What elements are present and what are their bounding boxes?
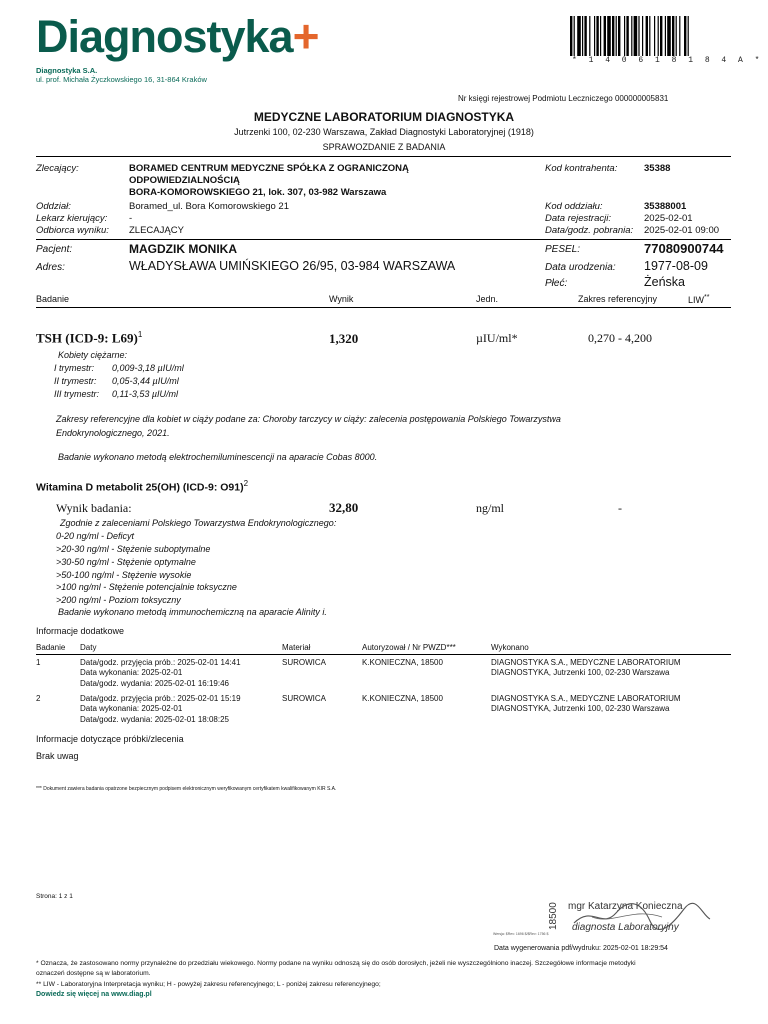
lab-title: MEDYCZNE LABORATORIUM DIAGNOSTYKA [253,110,515,124]
tsh-unit: µIU/ml* [476,331,518,345]
table-row-wykonano2: DIAGNOSTYKA, Jutrzenki 100, 02-230 Warszawa [491,668,670,677]
tsh-range: 0,270 - 4,200 [588,331,652,345]
signature-number: 18500 [548,902,559,930]
tsh-trimester2-label: II trymestr: [54,376,97,386]
data-pobrania-label: Data/godz. pobrania: [545,225,634,236]
zlecajacy-line3: BORA-KOMOROWSKIEGO 21, lok. 307, 03-982 Warszawa [129,187,387,198]
vitd-line: >100 ng/ml - Stężenie potencjalnie toksyczne [56,582,237,592]
divider [36,654,731,655]
footer-note1-cont: oznaczeń dostępne są w laboratorium. [36,970,151,977]
generated-date: Data wygenerowania pdf/wydruku: 2025-02-01 18:29:54 [494,945,668,952]
patient-address: WŁADYSŁAWA UMIŃSKIEGO 26/95, 03-984 WARSZAWA [129,259,456,273]
lab-address: Jutrzenki 100, 02-230 Warszawa, Zakład Diagnostyki Laboratoryjnej (1918) [234,127,534,137]
signature-title: diagnosta Laboratoryjny [572,922,679,933]
table-row-nr: 2 [36,694,41,703]
table-row-wykonano1: DIAGNOSTYKA S.A., MEDYCZNE LABORATORIUM [491,658,681,667]
vitd-name: Witamina D metabolit 25(OH) (ICD-9: O91)$^2$ [36,479,249,494]
lekarz: - [129,213,133,224]
vitd-line: >200 ng/ml - Poziom toksyczny [56,595,181,605]
additional-heading: Informacje dodatkowe [36,626,125,636]
tsh-method: Badanie wykonano metodą elektrochemiluminescencji na aparacie Cobas 8000. [58,452,378,462]
company-address: ul. prof. Michała Życzkowskiego 16, 31-864 Kraków [36,75,207,84]
tsh-result: 1,320 [329,331,359,346]
oddzial-label: Oddział: [36,201,71,212]
barcode [570,16,730,56]
company-name: Diagnostyka S.A. [36,66,98,75]
patient-name: MAGDZIK MONIKA [129,242,237,256]
tsh-name: TSH (ICD-9: L69)$^1$ [36,330,143,346]
table-row-wykonano2: DIAGNOSTYKA, Jutrzenki 100, 02-230 Warszawa [491,704,670,713]
data-rejestracji-label: Data rejestracji: [545,213,611,224]
vitd-line: >20-30 ng/ml - Stężenie suboptymalne [56,544,211,554]
sample-info-value: Brak uwag [36,751,79,761]
table-row-daty2: Data wykonania: 2025-02-01 [80,668,183,677]
divider [36,156,731,157]
plec: Żeńska [644,275,685,289]
col-badanie: Badanie [36,294,70,304]
vitd-line: Zgodnie z zaleceniami Polskiego Towarzystwa Endokrynologicznego: [60,518,337,528]
divider [36,307,731,308]
tsh-trimester2-value: 0,05-3,44 µIU/ml [112,376,179,386]
data-urodzenia-label: Data urodzenia: [545,262,616,273]
table-row-daty1: Data/godz. przyjęcia prób.: 2025-02-01 15:19 [80,694,241,703]
registry-number: Nr księgi rejestrowej Podmiotu Leczniczego 000000005831 [458,94,669,103]
table-row-nr: 1 [36,658,41,667]
table-row-wykonano1: DIAGNOSTYKA S.A., MEDYCZNE LABORATORIUM [491,694,681,703]
pesel: 77080900744 [644,241,724,256]
tsh-trimester3-label: III trymestr: [54,389,99,399]
col-zakres: Zakres referencyjny [578,294,658,304]
add-col-autoryzowal: Autoryzował / Nr PWZD*** [362,643,456,652]
footer-note2: ** LIW - Laboratoryjna Interpretacja wyniku; H - powyżej zakresu referencyjnego; L - poniżej zakresu referencyjnego; [36,981,381,988]
data-rejestracji: 2025-02-01 [644,213,693,224]
tsh-note-line1: Zakresy referencyjne dla kobiet w ciąży podane za: Choroby tarczycy w ciąży: zalecenia postępowania Polskiego Towarzystwa [56,414,561,424]
vitd-range: - [618,501,622,515]
odbiorca: ZLECAJĄCY [129,225,184,236]
vitd-line: >30-50 ng/ml - Stężenie optymalne [56,557,196,567]
signature-version: Wersja: $Rev: 1696 $/$Rev: 1756 $ [493,932,549,936]
add-col-wykonano: Wykonano [491,643,529,652]
plec-label: Płeć: [545,278,568,289]
data-urodzenia: 1977-08-09 [644,259,708,273]
add-col-daty: Daty [80,643,97,652]
odbiorca-label: Odbiorca wyniku: [36,225,109,236]
kod-kontrahenta: 35388 [644,163,671,174]
signature-name: mgr Katarzyna Konieczna [568,901,683,912]
pesel-label: PESEL: [545,244,581,255]
table-row-daty3: Data/godz. wydania: 2025-02-01 16:19:46 [80,679,229,688]
tsh-trimester3-value: 0,11-3,53 µIU/ml [112,389,179,399]
tsh-pregnant-heading: Kobiety ciężarne: [58,350,128,360]
footer-link[interactable]: Dowiedz się więcej na www.diag.pl [36,991,152,998]
tsh-note-line2: Endokrynologicznego, 2021. [56,428,170,438]
barcode-number: * 1 4 0 6 1 8 1 8 4 A * [572,56,763,65]
report-title: SPRAWOZDANIE Z BADANIA [322,142,446,152]
divider [36,239,731,240]
vitd-result: 32,80 [329,500,359,515]
sample-info-heading: Informacje dotyczące próbki/zlecenia [36,734,184,744]
table-row-daty1: Data/godz. przyjęcia prób.: 2025-02-01 14:41 [80,658,241,667]
oddzial: Boramed_ul. Bora Komorowskiego 21 [129,201,290,212]
vitd-line: >50-100 ng/ml - Stężenie wysokie [56,570,192,580]
col-wynik: Wynik [329,294,354,304]
add-col-badanie: Badanie [36,643,66,652]
lekarz-label: Lekarz kierujący: [36,213,108,224]
vitd-result-label: Wynik badania: [56,501,132,515]
zlecajacy-line1: BORAMED CENTRUM MEDYCZNE SPÓŁKA Z OGRANICZONĄ [129,163,409,174]
tsh-trimester1-value: 0,009-3,18 µIU/ml [112,363,184,373]
vitd-unit: ng/ml [476,501,505,515]
data-pobrania: 2025-02-01 09:00 [644,225,720,236]
adres-label: Adres: [36,262,65,273]
table-row-material: SUROWICA [282,658,326,667]
zlecajacy-line2: ODPOWIEDZIALNOŚCIĄ [129,175,240,186]
table-row-daty3: Data/godz. wydania: 2025-02-01 18:08:25 [80,715,229,724]
table-row-material: SUROWICA [282,694,326,703]
footer-note1: * Oznacza, że zastosowano normy przynależne do przedziału wiekowego. Normy podane na wyniku odnoszą się do osób dorosłych, jeżeli nie wyszczególniono inaczej. Szczegółowe informacje metodyki [36,960,636,967]
kod-oddzialu-label: Kod oddziału: [545,201,603,212]
zlecajacy-label: Zlecający: [36,163,79,174]
page-number: Strona: 1 z 1 [36,893,73,900]
company-logo: Diagnostyka+ [36,10,319,62]
kod-oddzialu: 35388001 [644,201,687,212]
add-col-material: Materiał [282,643,311,652]
table-row-autoryzowal: K.KONIECZNA, 18500 [362,658,443,667]
col-liw: LIW** [688,294,710,305]
vitd-line: 0-20 ng/ml - Deficyt [56,531,135,541]
vitd-method: Badanie wykonano metodą immunochemiczną na aparacie Alinity i. [58,607,327,617]
handwritten-signature [572,895,712,937]
table-row-autoryzowal: K.KONIECZNA, 18500 [362,694,443,703]
pacjent-label: Pacjent: [36,244,73,255]
kod-kontrahenta-label: Kod kontrahenta: [545,163,618,174]
tsh-trimester1-label: I trymestr: [54,363,94,373]
table-row-daty2: Data wykonania: 2025-02-01 [80,704,183,713]
col-jedn: Jedn. [476,294,499,304]
certificate-note: *** Dokument zawiera badania opatrzone bezpiecznym podpisem elektronicznym weryfikowanym certyfikatem kwalifikowanym KIR S.A. [36,786,337,792]
